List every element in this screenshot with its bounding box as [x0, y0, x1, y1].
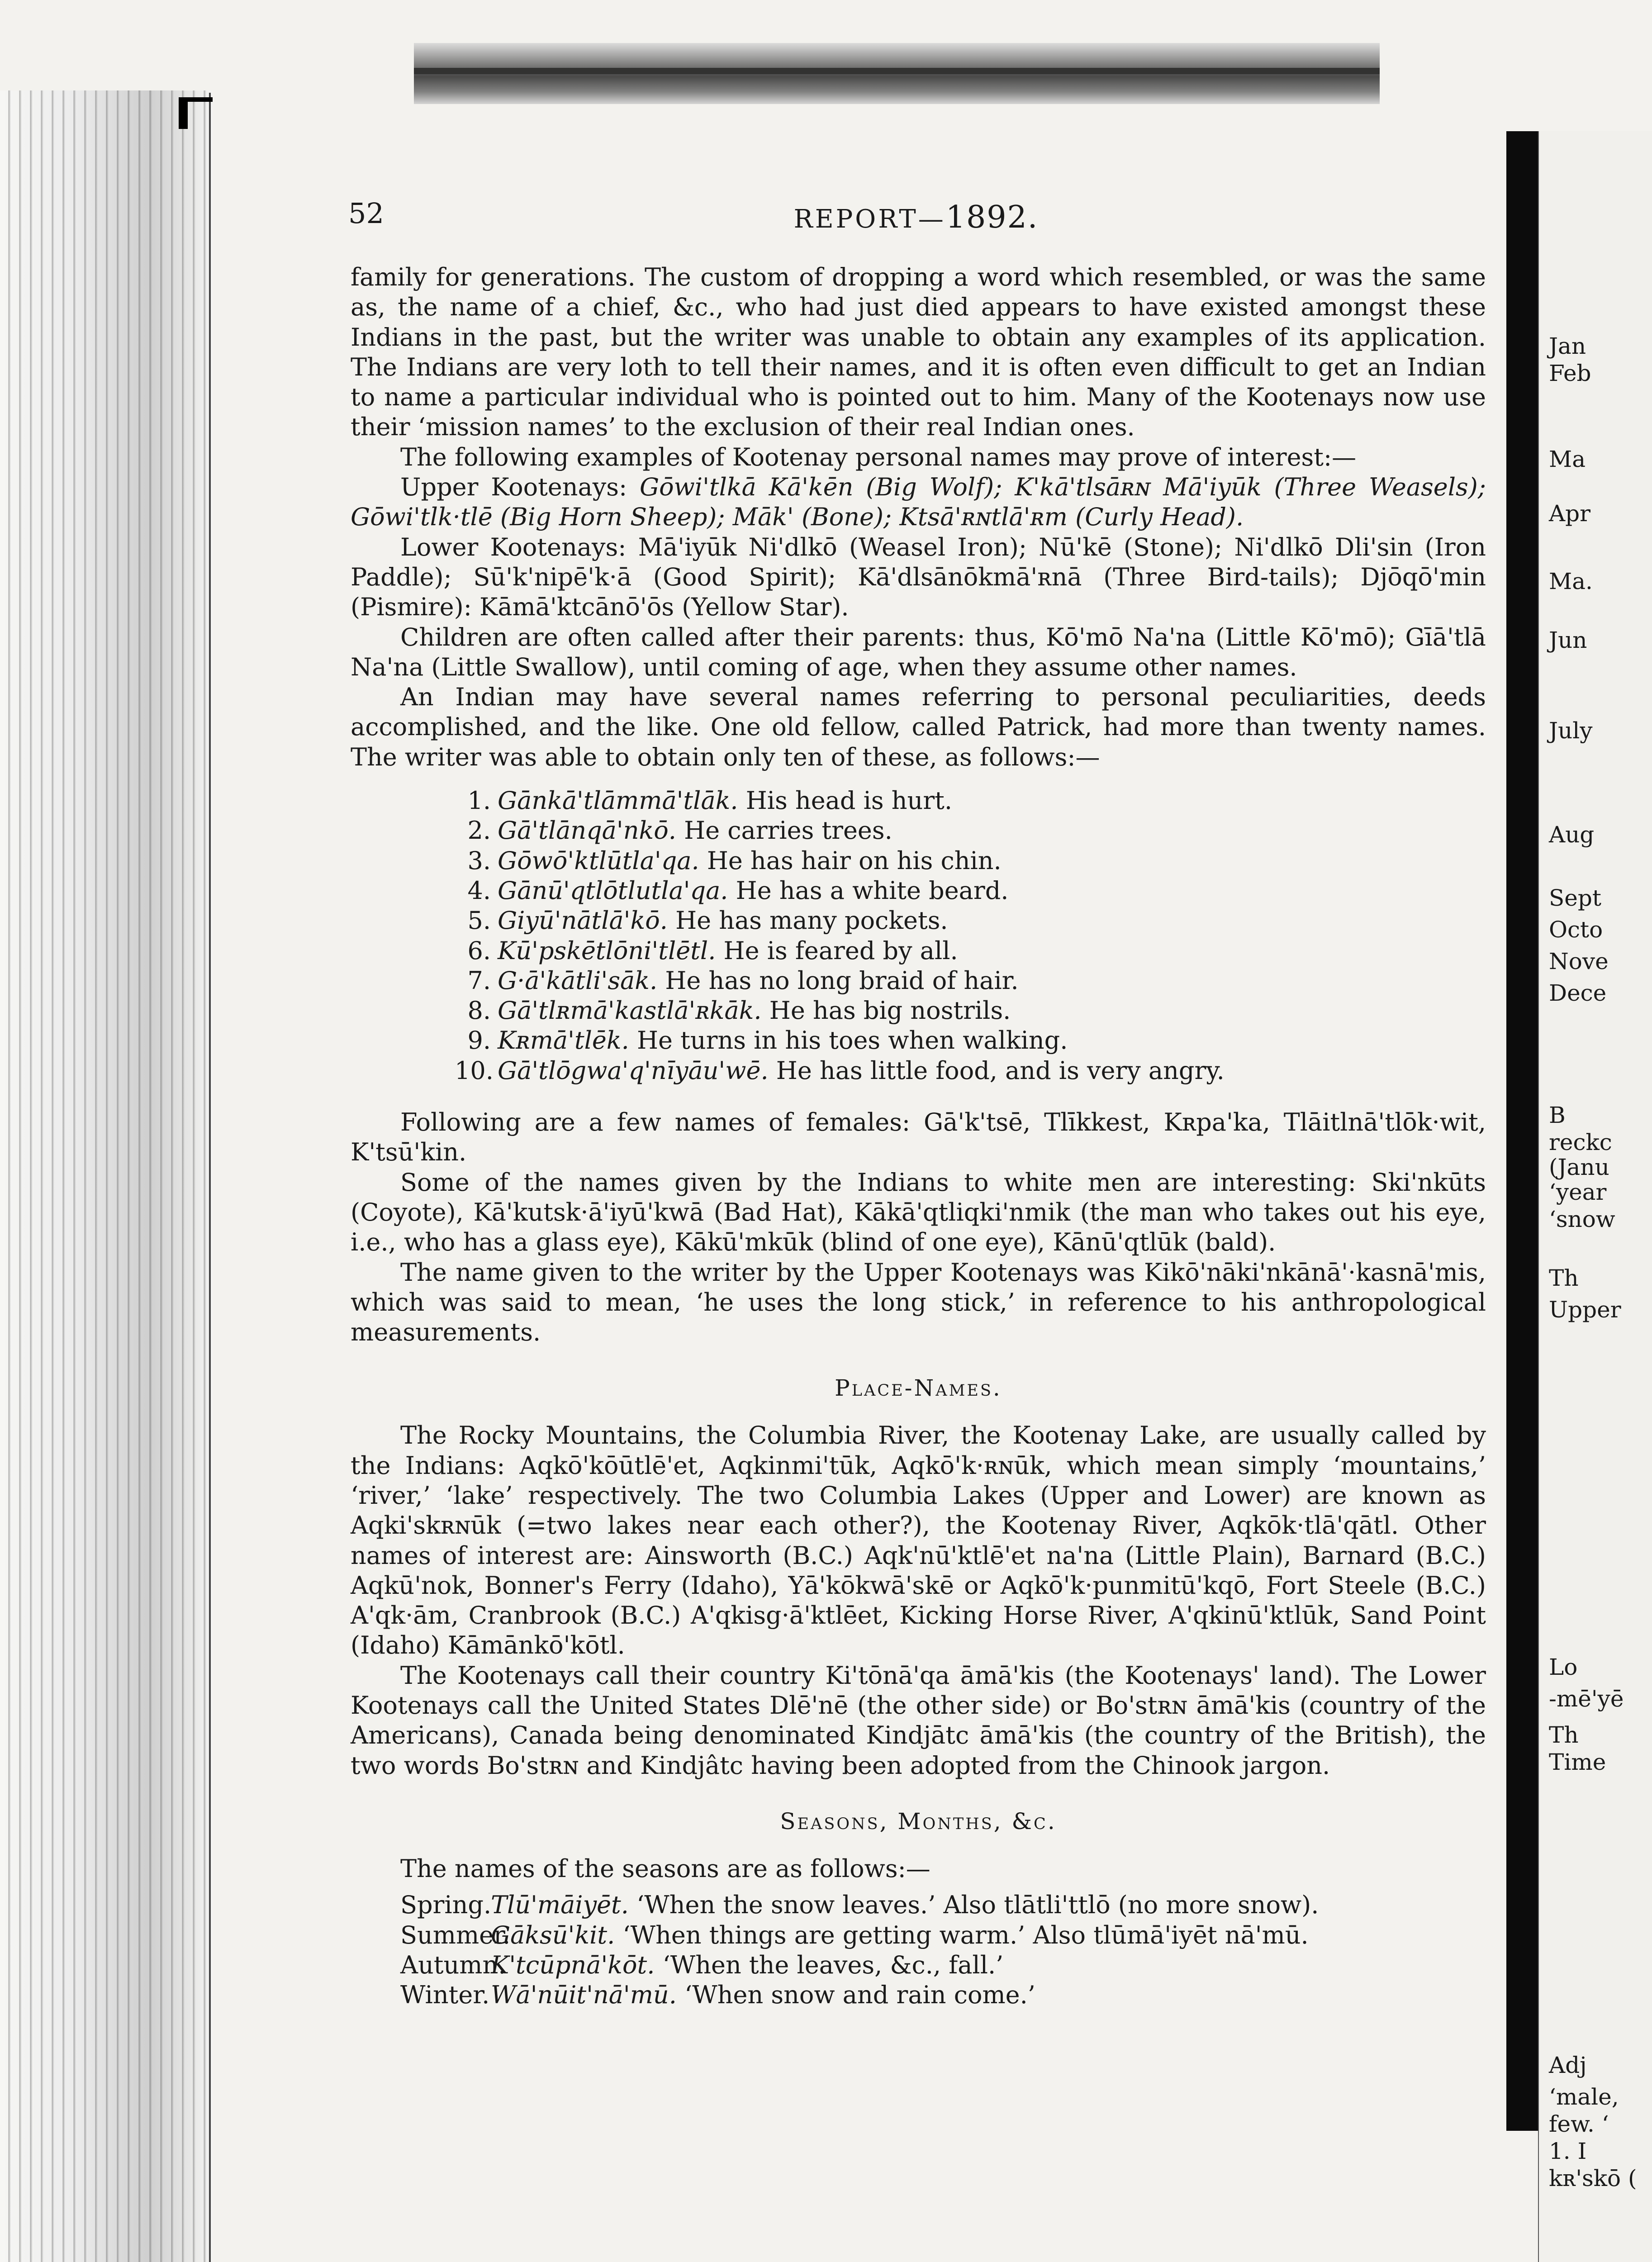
next-page-text: Time	[1549, 1749, 1606, 1775]
paragraph: Some of the names given by the Indians to white men are interesting: Ski'nkūts (Coyote), Kā'kutsk·ā'iyū'kwā (Bad Hat), Kākā'qtliqki'nmik (the man who takes out his eye, i.e., who has a glass eye), Kākū'mkūk (blind of one eye), Kānū'qtlūk (bald).	[351, 1168, 1486, 1257]
list-number: 3.	[467, 846, 491, 875]
season-row	[351, 1980, 1486, 2010]
season-desc	[491, 1890, 1486, 1920]
next-page-text: Th	[1549, 1265, 1579, 1291]
season-native-name: Gāksū'kit.	[491, 1920, 615, 1949]
list-name: G·ā'kātli'sāk.	[498, 966, 658, 995]
season-meaning: ‘When the snow leaves.’ Also tlātli'ttlō (no more snow).	[636, 1891, 1319, 1920]
binding-line	[209, 93, 211, 2262]
page-body	[351, 262, 1486, 2010]
season-meaning: ‘When things are getting warm.’ Also tlūmā'iyēt nā'mū.	[622, 1920, 1309, 1949]
paragraph: An Indian may have several names referring to personal peculiarities, deeds accomplished, and the like. One old fellow, called Patrick, had more than twenty names. The writer was able to obtain only ten of these, as follows:—	[351, 683, 1486, 771]
next-page-text: Aug	[1549, 822, 1595, 848]
book-binding-edge	[0, 90, 213, 2262]
list-item	[467, 1026, 1486, 1055]
seasons-list	[351, 1890, 1486, 2010]
season-row	[351, 1920, 1486, 1950]
season-meaning: ‘When the leaves, &c., fall.’	[662, 1950, 1004, 1979]
list-number: 10.	[455, 1056, 494, 1085]
next-page-text: kʀ'skō (	[1549, 2165, 1637, 2191]
next-page-text: Upper	[1549, 1297, 1621, 1323]
list-meaning: He has little food, and is very angry.	[776, 1056, 1225, 1085]
next-page-text: Lo	[1549, 1654, 1578, 1680]
paragraph: The Kootenays call their country Ki'tōnā'qa āmā'kis (the Kootenays' land). The Lower Kootenays call the United States Dlē'nē (the other side) or Bo'stʀɴ āmā'kis (country of the Americans), Canada being denominated Kindjātc āmā'kis (the country of the British), the two words Bo'stʀɴ and Kindjâtc having been adopted from the Chinook jargon.	[351, 1661, 1486, 1780]
season-desc	[491, 1920, 1486, 1950]
next-page-text: Jan	[1549, 333, 1586, 359]
next-page-text: 1. I	[1549, 2138, 1587, 2164]
list-meaning: He has hair on his chin.	[707, 846, 1002, 875]
next-page-text: -mē'yē	[1549, 1686, 1624, 1712]
list-number: 1.	[467, 786, 491, 815]
list-item	[467, 876, 1486, 906]
list-name: Gā'tlʀmā'kastlā'ʀkāk.	[498, 996, 762, 1025]
list-name: Gā'tlānqā'nkō.	[498, 816, 676, 845]
next-page-text: Th	[1549, 1722, 1579, 1748]
season-desc	[491, 1950, 1486, 1980]
personal-names-list	[351, 786, 1486, 1086]
running-head-year: 1892.	[945, 200, 1039, 235]
paragraph-upper-kootenays	[351, 472, 1486, 532]
section-heading-seasons: Seasons, Months, &c.	[780, 1808, 1057, 1834]
list-item	[467, 936, 1486, 966]
season-desc	[491, 1980, 1486, 2010]
list-number: 2.	[467, 816, 491, 845]
scan-artifact-strip	[414, 43, 1380, 104]
season-row	[351, 1950, 1486, 1980]
list-name: Gānū'qtlōtlutla'qa.	[498, 876, 728, 905]
list-item	[467, 846, 1486, 876]
list-meaning: He carries trees.	[684, 816, 892, 845]
next-page-text: ‘male,	[1549, 2084, 1619, 2110]
page-header	[348, 197, 1484, 233]
list-item	[455, 1056, 1486, 1086]
corner-bracket-mark	[179, 97, 213, 129]
season-meaning: ‘When snow and rain come.’	[684, 1981, 1035, 2010]
list-item	[467, 816, 1486, 846]
season-label: Autumn.	[400, 1950, 506, 1979]
list-name: Gānkā'tlāmmā'tlāk.	[498, 786, 738, 815]
next-page-text: Ma.	[1549, 568, 1593, 594]
list-meaning: He is feared by all.	[723, 936, 958, 965]
next-page-text: Sept	[1549, 885, 1601, 911]
paragraph: The Rocky Mountains, the Columbia River, the Kootenay Lake, are usually called by the Indians: Aqkō'kōūtlē'et, Aqkinmi'tūk, Aqkō'k·ʀɴūk, which mean simply ‘mountains,’ ‘river,’ ‘lake’ respectively. The two Columbia Lakes (Upper and Lower) are known as Aqki'skʀɴūk (=two lakes near each other?), the Kootenay River, Aqkōk·tlā'qātl. Other names of interest are: Ainsworth (B.C.) Aqk'nū'ktlē'et na'na (Little Plain), Barnard (B.C.) Aqkū'nok, Bonner's Ferry (Idaho), Yā'kōkwā'skē or Aqkō'k·punmitū'kqō, Fort Steele (B.C.) A'qk·ām, Cranbrook (B.C.) A'qkisg·ā'ktlēet, Kicking Horse River, A'qkinū'ktlūk, Sand Point (Idaho) Kāmānkō'kōtl.	[351, 1421, 1486, 1660]
season-label: Winter.	[400, 1981, 490, 2010]
running-head-title: REPORT—	[793, 204, 946, 234]
list-name: Kū'pskētlōni'tlētl.	[498, 936, 716, 965]
list-number: 7.	[467, 966, 491, 995]
paragraph-names: Mā'iyūk Ni'dlkō (Weasel Iron); Nū'kē (Stone); Ni'dlkō Dli'sin (Iron Paddle); Sū'k'nipē'k·ā (Good Spirit); Kā'dlsānōkmā'ʀnā (Three Bird-tails); Djōqō'min (Pismire): Kāmā'ktcānō'ōs (Yellow Star).	[351, 532, 1486, 622]
paragraph: The names of the seasons are as follows:—	[400, 1854, 930, 1883]
season-native-name: Tlū'māiyēt.	[491, 1891, 629, 1920]
running-head	[348, 200, 1484, 235]
season-row	[351, 1890, 1486, 1920]
list-meaning: His head is hurt.	[745, 786, 953, 815]
paragraph: The name given to the writer by the Upper Kootenays was Kikō'nāki'nkānā'·kasnā'mis, which was said to mean, ‘he uses the long stick,’ in reference to his anthropological measurements.	[351, 1258, 1486, 1347]
next-page-text: Dece	[1549, 980, 1607, 1006]
paragraph-lead: Lower Kootenays:	[400, 532, 627, 561]
list-meaning: He has a white beard.	[736, 876, 1009, 905]
next-page-text: ‘year	[1549, 1179, 1607, 1205]
paragraph: Children are often called after their parents: thus, Kō'mō Na'na (Little Kō'mō); Gīā'tlā Na'na (Little Swallow), until coming of age, when they assume other names.	[351, 623, 1486, 681]
next-page-text: B	[1549, 1102, 1566, 1128]
list-name: Kʀmā'tlēk.	[498, 1026, 629, 1055]
season-native-name: K'tcūpnā'kōt.	[491, 1950, 655, 1979]
list-number: 4.	[467, 876, 491, 905]
next-page-text: July	[1549, 718, 1593, 744]
adjacent-page-fragment	[1538, 131, 1652, 2262]
section-heading-place-names: Place-Names.	[835, 1375, 1002, 1402]
list-meaning: He has many pockets.	[675, 906, 948, 935]
list-number: 8.	[467, 996, 491, 1025]
list-item	[467, 966, 1486, 996]
page-number: 52	[348, 197, 384, 230]
list-number: 5.	[467, 906, 491, 935]
list-name: Giyū'nātlā'kō.	[498, 906, 668, 935]
list-item	[467, 786, 1486, 816]
next-page-text: Nove	[1549, 948, 1609, 974]
list-meaning: He has big nostrils.	[769, 996, 1011, 1025]
next-page-text: Adj	[1549, 2052, 1587, 2078]
paragraph: family for generations. The custom of dropping a word which resembled, or was the same as, the name of a chief, &c., who had just died appears to have existed amongst these Indians in the past, but the writer was unable to obtain any examples of its application. The Indians are very loth to tell their names, and it is often even difficult to get an Indian to name a particular individual who is pointed out to him. Many of the Kootenays now use their ‘mission names’ to the exclusion of their real Indian ones.	[351, 263, 1486, 442]
paragraph-names: Gōwi'tlkā Kā'kēn (Big Wolf); K'kā'tlsāʀɴ Mā'iyūk (Three Weasels); Gōwi'tlk·tlē (Big Horn Sheep); Māk' (Bone); Ktsā'ʀɴtlā'ʀm (Curly Head).	[351, 473, 1486, 532]
next-page-text: Jun	[1549, 627, 1587, 653]
next-page-text: Octo	[1549, 917, 1603, 943]
list-item	[467, 996, 1486, 1026]
season-label: Spring.	[400, 1891, 492, 1920]
next-page-text: Feb	[1549, 360, 1591, 386]
paragraph: Following are a few names of females: Gā'k'tsē, Tlīkkest, Kʀpa'ka, Tlāitlnā'tlōk·wit, K'tsū'kin.	[351, 1108, 1486, 1167]
paragraph: The following examples of Kootenay personal names may prove of interest:—	[400, 442, 1357, 471]
paragraph-lead: Upper Kootenays:	[400, 473, 627, 502]
page-gutter-shadow	[1506, 131, 1538, 2131]
list-meaning: He turns in his toes when walking.	[636, 1026, 1068, 1055]
next-page-text: Ma	[1549, 446, 1586, 472]
next-page-text: few. ‘	[1549, 2111, 1609, 2137]
season-label: Summer.	[400, 1920, 511, 1949]
list-number: 6.	[467, 936, 491, 965]
list-item	[467, 906, 1486, 936]
list-meaning: He has no long braid of hair.	[665, 966, 1019, 995]
next-page-text: ‘snow	[1549, 1206, 1615, 1232]
next-page-text: reckc	[1549, 1129, 1612, 1155]
season-native-name: Wā'nūit'nā'mū.	[491, 1981, 677, 2010]
next-page-text: Apr	[1549, 500, 1591, 527]
paragraph-lower-kootenays	[351, 532, 1486, 623]
list-name: Gā'tlōgwa'q'nīyāu'wē.	[498, 1056, 769, 1085]
list-number: 9.	[467, 1026, 491, 1055]
list-name: Gōwō'ktlūtla'qa.	[498, 846, 699, 875]
next-page-text: (Janu	[1549, 1154, 1609, 1180]
